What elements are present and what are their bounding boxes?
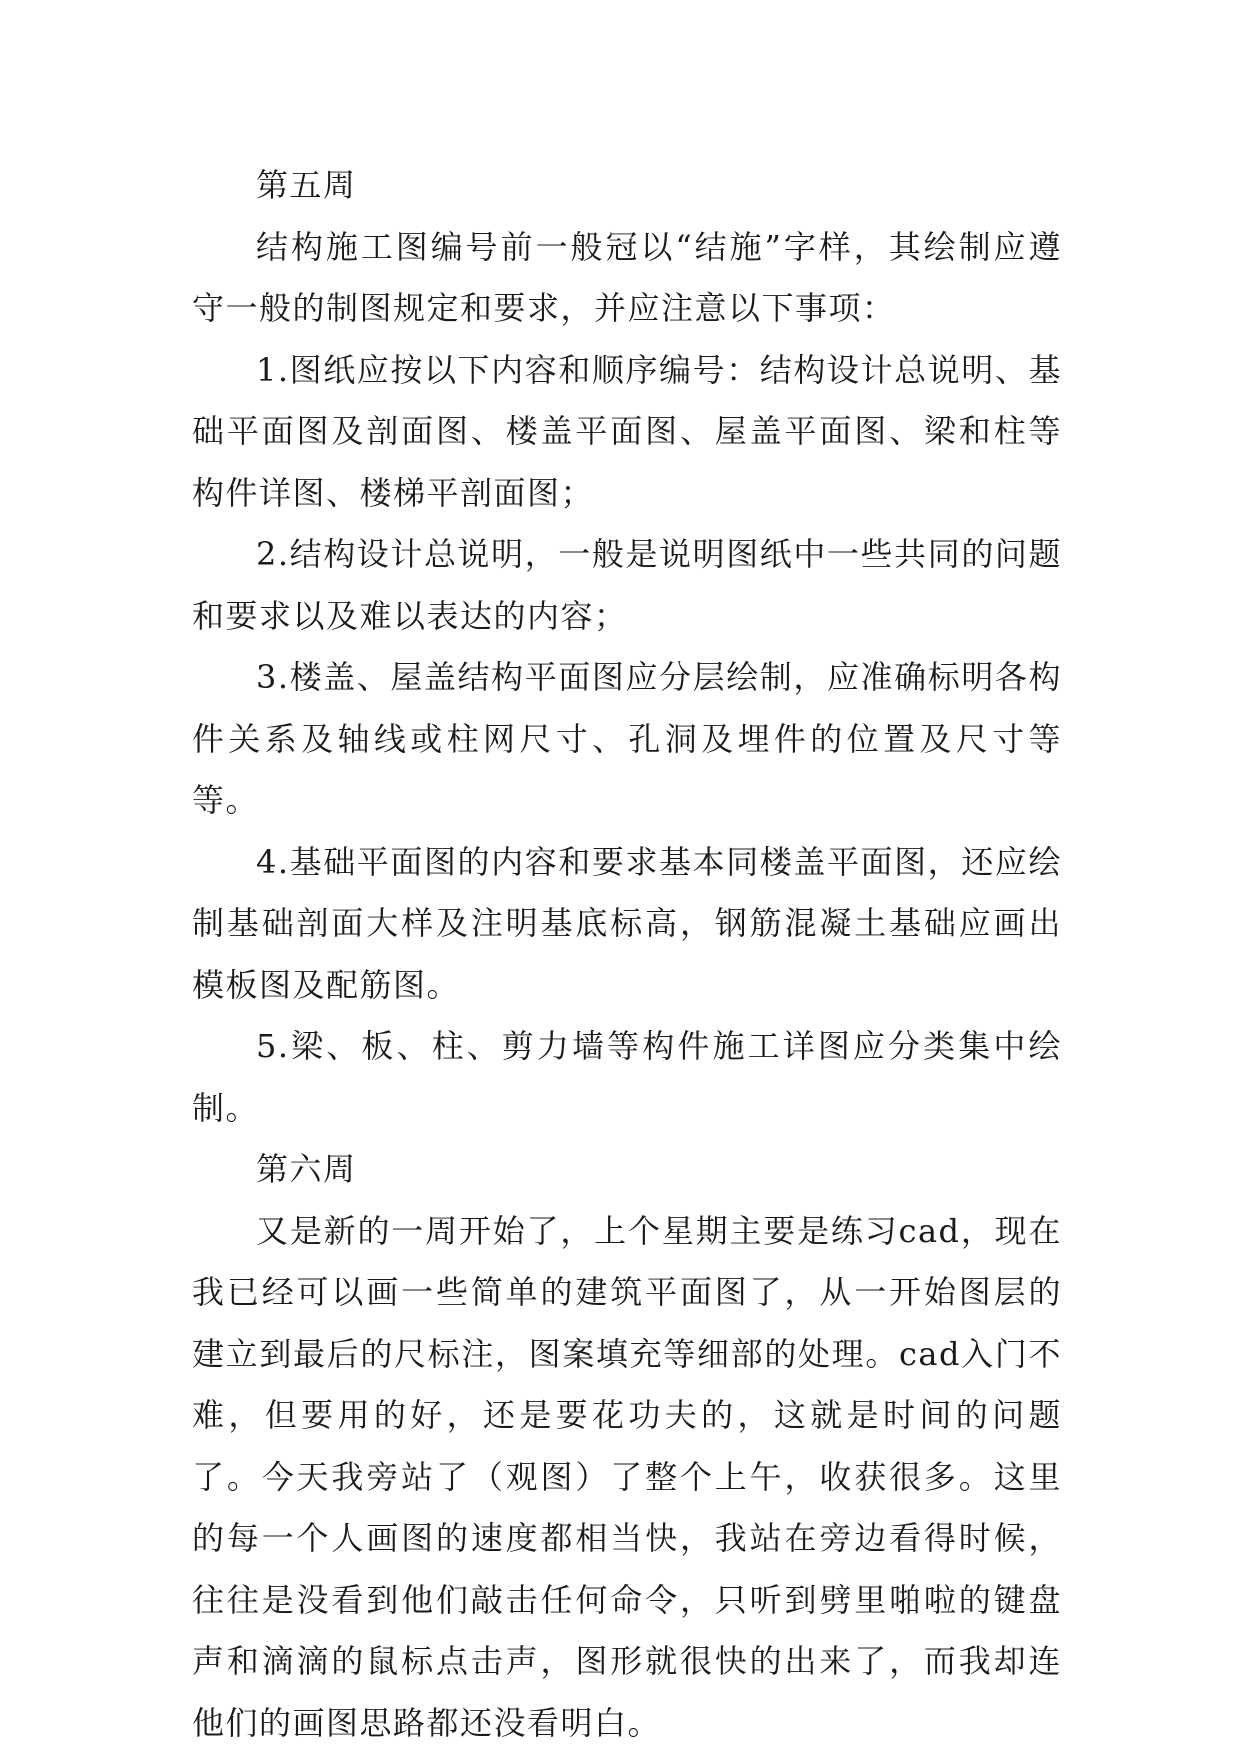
list-item: 5.梁、板、柱、剪力墙等构件施工详图应分类集中绘制。	[192, 1027, 1062, 1127]
document-body	[192, 155, 1062, 1754]
list-item: 2.结构设计总说明，一般是说明图纸中一些共同的问题和要求以及难以表达的内容；	[192, 535, 1062, 635]
paragraph: 结构施工图编号前一般冠以“结施”字样，其绘制应遵守一般的制图规定和要求，并应注意以下事项：	[192, 227, 1062, 327]
list-item: 3.楼盖、屋盖结构平面图应分层绘制，应准确标明各构件关系及轴线或柱网尺寸、孔洞及埋件的位置及尺寸等等。	[192, 658, 1062, 819]
week-heading: 第六周	[256, 1150, 357, 1188]
list-item: 4.基础平面图的内容和要求基本同楼盖平面图，还应绘制基础剖面大样及注明基底标高，钢筋混凝土基础应画出模板图及配筋图。	[192, 842, 1062, 1004]
list-item: 1.图纸应按以下内容和顺序编号：结构设计总说明、基础平面图及剖面图、楼盖平面图、屋盖平面图、梁和柱等构件详图、楼梯平剖面图；	[192, 350, 1062, 512]
paragraph: 又是新的一周开始了，上个星期主要是练习cad，现在我已经可以画一些简单的建筑平面图了，从一开始图层的建立到最后的尺标注，图案填充等细部的处理。cad入门不难，但要用的好，还是要花功夫的，这就是时间的问题了。今天我旁站了（观图）了整个上午，收获很多。这里的每一个人画图的速度都相当快，我站在旁边看得时候，往往是没看到他们敲击任何命令，只听到劈里啪啦的键盘声和滴滴的鼠标点击声，图形就很快的出来了，而我却连他们的画图思路都还没看明白。	[192, 1211, 1062, 1742]
week-heading: 第五周	[256, 166, 357, 204]
